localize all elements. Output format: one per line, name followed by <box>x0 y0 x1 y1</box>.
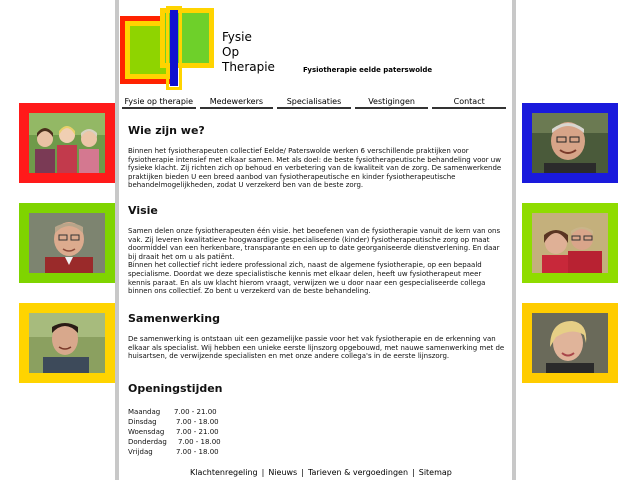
team-photo-three-women <box>29 113 105 173</box>
nav-item-contact[interactable]: Contact <box>432 97 506 109</box>
photo-frame-red <box>19 103 115 183</box>
section-title: Samenwerking <box>128 312 220 325</box>
team-photo-older-man <box>532 113 608 173</box>
footer-link-nieuws[interactable]: Nieuws <box>268 468 298 477</box>
photo-frame-yellow <box>19 303 115 383</box>
nav-item-vestigingen[interactable]: Vestigingen <box>355 97 429 109</box>
section-visie <box>128 204 506 301</box>
logo-line-1: Fysie <box>222 30 252 44</box>
photo-frame-lime <box>522 203 618 283</box>
section-title: Wie zijn we? <box>128 124 205 137</box>
section-text: Binnen het collectief richt iedere professional zich, naast de algemene fysiotherapie, op een bepaald specialisme. Doordat we deze specialistische kennis met elkaar delen, heeft uw fysiotherapeut meer kennis paraat. En als uw klacht hierom vraagt, verwijzen we u door naar een gespecialiseerde collega binnen ons collectief. Zo bent u verzekerd van de beste behandeling. <box>128 261 486 296</box>
section-title: Openingstijden <box>128 382 223 395</box>
photo-frame-gold <box>522 303 618 383</box>
hours-row: Vrijdag 7.00 - 18.00 <box>128 448 219 456</box>
logo-blue-bar <box>170 10 178 86</box>
section-samenwerking <box>128 312 506 366</box>
nav-item-specialisaties[interactable]: Specialisaties <box>277 97 351 109</box>
section-openingstijden <box>128 382 506 457</box>
footer-link-klachtenregeling[interactable]: Klachtenregeling <box>190 468 258 477</box>
section-text: Binnen het fysiotherapeuten collectief Eelde/ Paterswolde werken 6 verschillende praktijken voor fysiotherapie intensief met elkaar samen. Met als doel: de beste fysiotherapeutische behandeling voor uw fysieke klacht. Zij richten zich op behoud en verbetering van de kwaliteit van de zorg. De samenwerkende praktijken bieden U een breed aanbod van fysiotherapeutische en kinder fysiotherapeutische behandelmogelijkheden, zodat U verzekerd ben van de beste zorg. <box>128 147 502 190</box>
tagline: Fysiotherapie eelde paterswolde <box>303 66 433 74</box>
footer-link-tarieven[interactable]: Tarieven & vergoedingen <box>307 468 409 477</box>
nav-item-fysie-op-therapie[interactable]: Fysie op therapie <box>122 97 196 109</box>
section-title: Visie <box>128 204 158 217</box>
photo-frame-blue <box>522 103 618 183</box>
hours-row: Maandag 7.00 - 21.00 <box>128 408 217 416</box>
team-photo-young-man <box>29 313 105 373</box>
main-nav <box>122 97 506 109</box>
team-photo-blonde-woman <box>532 313 608 373</box>
footer-link-sitemap[interactable]: Sitemap <box>418 468 452 477</box>
footer-links <box>190 468 452 477</box>
logo-text <box>222 30 275 75</box>
team-photo-man-glasses <box>29 213 105 273</box>
nav-item-medewerkers[interactable]: Medewerkers <box>200 97 274 109</box>
right-rail <box>512 0 516 480</box>
hours-row: Woensdag 7.00 - 21.00 <box>128 428 219 436</box>
opening-hours <box>128 407 506 457</box>
logo-line-2: Op <box>222 45 240 59</box>
logo-line-3: Therapie <box>222 60 275 74</box>
footer-separator: | <box>301 468 304 477</box>
left-rail <box>115 0 119 480</box>
hours-row: Donderdag 7.00 - 18.00 <box>128 438 221 446</box>
site-logo[interactable] <box>120 6 216 84</box>
section-text: Samen delen onze fysiotherapeuten één visie. het beoefenen van de fysiotherapie vanuit de kern van ons vak. Zij leveren kwalitatieve hoogwaardige gespecialiseerde (kinder) fysiotherapeutische zorg op maat doormiddel van een herkenbare, transparante en een up to date georganiseerde dienstverlening. En daar bij draait het om u als patiënt. <box>128 227 501 261</box>
hours-row: Dinsdag 7.00 - 18.00 <box>128 418 219 426</box>
section-wie-zijn-we <box>128 124 506 195</box>
photo-frame-green <box>19 203 115 283</box>
footer-separator: | <box>412 468 415 477</box>
team-photo-couple <box>532 213 608 273</box>
footer-separator: | <box>261 468 265 477</box>
section-text: De samenwerking is ontstaan uit een gezamelijke passie voor het vak fysiotherapie en de erkenning van elkaar als specialist. Wij hebben een unieke eerste lijnszorg opgebouwd, met nauwe samenwerking met de huisartsen, de verwijzende specialisten en met onze andere collega's in de eerste lijnszorg. <box>128 335 505 361</box>
